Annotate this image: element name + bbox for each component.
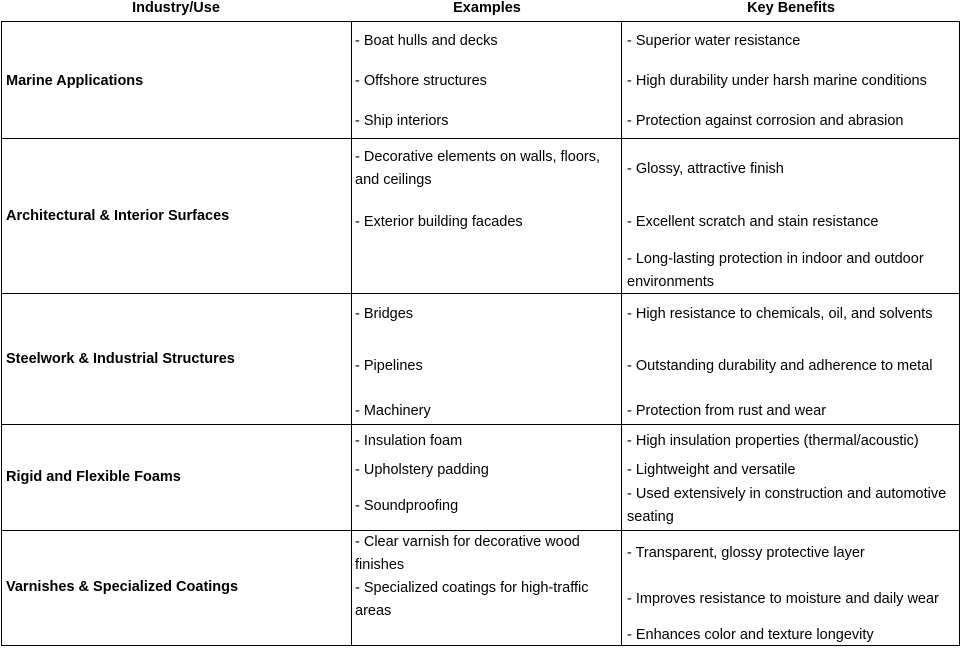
industry-cell: Marine Applications bbox=[6, 73, 144, 89]
table-row bbox=[2, 531, 959, 645]
benefit-item: - Protection from rust and wear bbox=[627, 403, 827, 419]
table-row bbox=[2, 425, 959, 531]
example-item: - Boat hulls and decks bbox=[355, 33, 498, 49]
example-item: - Soundproofing bbox=[355, 498, 459, 514]
benefit-item: - Lightweight and versatile bbox=[627, 462, 796, 478]
column-divider bbox=[621, 22, 622, 645]
industry-cell: Rigid and Flexible Foams bbox=[6, 469, 181, 485]
header-examples: Examples bbox=[453, 0, 521, 16]
industry-cell: Architectural & Interior Surfaces bbox=[6, 208, 230, 224]
benefit-item: - High durability under harsh marine conditions bbox=[627, 73, 927, 89]
benefit-item: - Enhances color and texture longevity bbox=[627, 627, 874, 643]
example-item: - Exterior building facades bbox=[355, 214, 523, 230]
applications-table bbox=[1, 21, 960, 646]
example-item: - Decorative elements on walls, floors, and ceilings bbox=[355, 149, 600, 188]
header-industry: Industry/Use bbox=[132, 0, 220, 16]
benefit-item: - Outstanding durability and adherence to metal bbox=[627, 358, 933, 374]
benefit-item: - High insulation properties (thermal/acoustic) bbox=[627, 433, 919, 449]
example-item: - Offshore structures bbox=[355, 73, 487, 89]
example-item: - Upholstery padding bbox=[355, 462, 489, 478]
benefit-item: - Used extensively in construction and automotive seating bbox=[627, 486, 947, 525]
header-benefits: Key Benefits bbox=[747, 0, 835, 16]
example-item: - Ship interiors bbox=[355, 113, 449, 129]
industry-cell: Varnishes & Specialized Coatings bbox=[6, 579, 239, 595]
benefit-item: - Long-lasting protection in indoor and outdoor environments bbox=[627, 251, 924, 290]
example-item: - Specialized coatings for high-traffic areas bbox=[355, 580, 589, 619]
industry-cell: Steelwork & Industrial Structures bbox=[6, 351, 235, 367]
example-item: - Bridges bbox=[355, 306, 414, 322]
benefit-item: - Glossy, attractive finish bbox=[627, 161, 784, 177]
table-row bbox=[2, 294, 959, 425]
example-item: - Pipelines bbox=[355, 358, 423, 374]
benefit-item: - Excellent scratch and stain resistance bbox=[627, 214, 879, 230]
benefit-item: - Protection against corrosion and abrasion bbox=[627, 113, 904, 129]
example-item: - Machinery bbox=[355, 403, 431, 419]
benefit-item: - Transparent, glossy protective layer bbox=[627, 545, 865, 561]
column-divider bbox=[351, 22, 352, 645]
table-row bbox=[2, 22, 959, 139]
example-item: - Insulation foam bbox=[355, 433, 463, 449]
benefit-item: - Improves resistance to moisture and daily wear bbox=[627, 591, 939, 607]
benefit-item: - Superior water resistance bbox=[627, 33, 801, 49]
benefit-item: - High resistance to chemicals, oil, and solvents bbox=[627, 306, 933, 322]
table-row bbox=[2, 138, 959, 294]
example-item: - Clear varnish for decorative wood finishes bbox=[355, 534, 580, 573]
